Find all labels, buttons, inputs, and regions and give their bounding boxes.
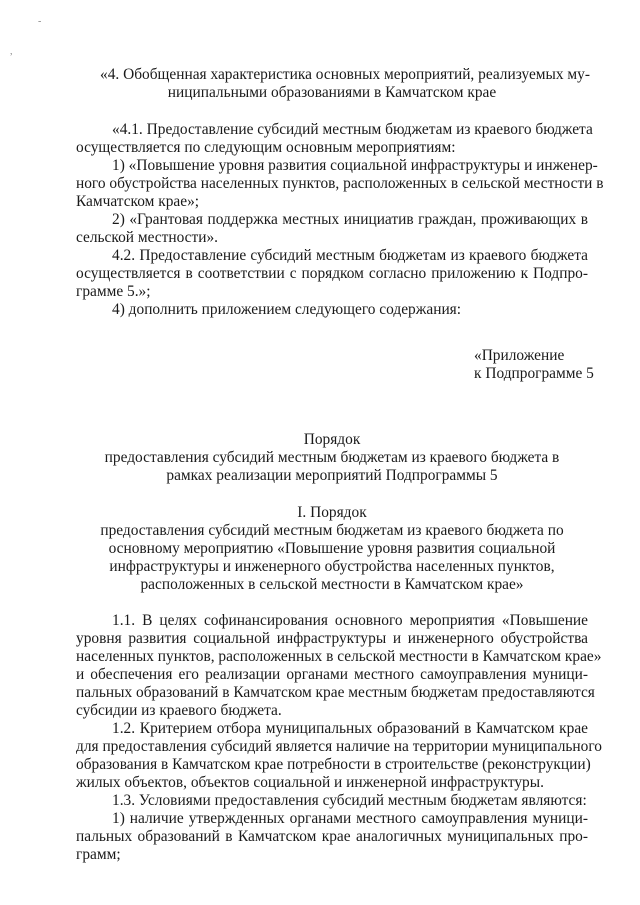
paragraph-line: пальных образований в Камчатском крае аналогичных муниципальных про- [76,828,588,845]
section-title: I. Порядок [297,504,367,521]
order-title: Порядок [303,431,361,448]
paragraph-line: 1) «Повышение уровня развития социальной инфраструктуры и инженер- [112,157,598,174]
paragraph-line: пальных образований в Камчатском крае местным бюджетам предоставляются [76,684,595,701]
heading-line: «4. Обобщенная характеристика основных мероприятий, реализуемых му- [100,66,590,83]
order-title: предоставления субсидий местным бюджетам из краевого бюджета в [104,449,560,466]
section-title: предоставления субсидий местным бюджетам из краевого бюджета по [100,522,564,539]
paragraph-line: 2) «Грантовая поддержка местных инициатив граждан, проживающих в [112,211,588,228]
margin-mark: - [38,16,42,27]
paragraph-line: для предоставления субсидий является наличие на территории муниципального [76,738,602,755]
paragraph-line: 1) наличие утвержденных органами местного самоуправления муници- [112,810,588,827]
appendix-caption: к Подпрограмме 5 [474,365,594,382]
paragraph-line: 4) дополнить приложением следующего содержания: [112,301,462,318]
paragraph-line: грамм; [76,846,121,863]
paragraph-line: 1.3. Условиями предоставления субсидий местным бюджетам являются: [112,792,587,809]
paragraph-line: жилых объектов, объектов социальной и инженерной инфраструктуры. [76,774,544,791]
section-title: основному мероприятию «Повышение уровня развития социальной [108,540,556,557]
paragraph-line: ного обустройства населенных пунктов, расположенных в сельской местности в [76,175,604,192]
paragraph-line: 1.1. В целях софинансирования основного мероприятия «Повышение [112,612,588,629]
appendix-caption: «Приложение [474,347,565,364]
paragraph-line: 1.2. Критерием отбора муниципальных образований в Камчатском крае [112,720,588,737]
section-title: расположенных в сельской местности в Камчатском крае» [140,576,524,593]
paragraph-line: сельской местности». [76,229,219,246]
margin-mark: , [10,46,13,57]
paragraph-line: 4.2. Предоставление субсидий местным бюджетам из краевого бюджета [112,247,588,264]
heading-line: ниципальными образованиями в Камчатском крае [167,84,497,101]
paragraph-line: населенных пунктов, расположенных в сельской местности в Камчатском крае» [76,648,602,665]
paragraph-line: «4.1. Предоставление субсидий местным бюджетам из краевого бюджета [112,121,593,138]
paragraph-line: Камчатском крае»; [76,193,200,210]
paragraph-line: осуществляется в соответствии с порядком согласно приложению к Подпро- [76,265,588,282]
paragraph-line: образования в Камчатском крае потребности в строительстве (реконструкции) [76,756,591,773]
paragraph-line: грамме 5.»; [76,283,151,300]
paragraph-line: уровня развития социальной инфраструктуры и инженерного обустройства [76,630,588,647]
order-title: рамках реализации мероприятий Подпрограммы 5 [166,467,498,484]
section-title: инфраструктуры и инженерного обустройства населенных пунктов, [109,558,555,575]
paragraph-line: субсидии из краевого бюджета. [76,702,282,719]
paragraph-line: осуществляется по следующим основным мероприятиям: [76,139,456,156]
paragraph-line: и обеспечения его реализации органами местного самоуправления муници- [76,666,588,683]
